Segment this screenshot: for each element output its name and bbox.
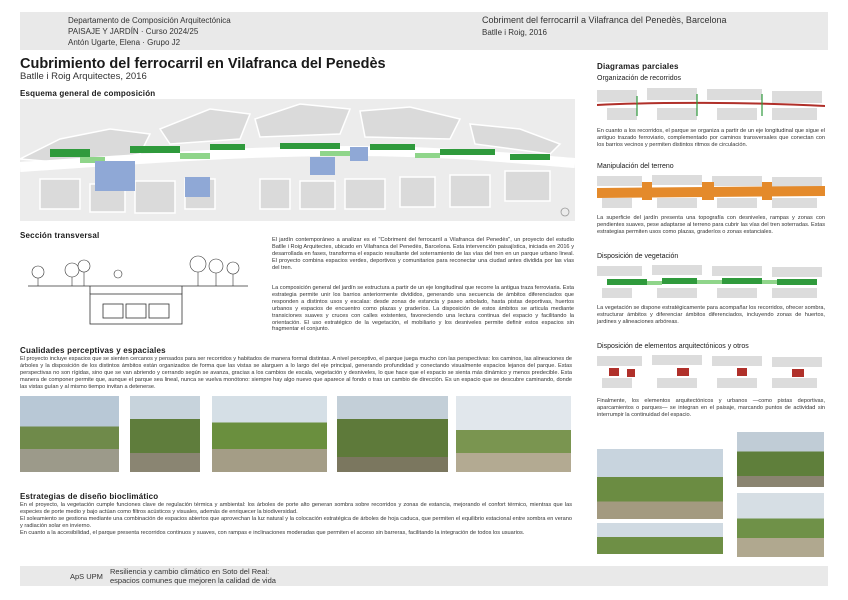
section-transversal-heading: Sección transversal [20,231,100,240]
diagram-4-text: Finalmente, los elementos arquitectónicos y urbanos —como pistas deportivas, aparcamientos o parques— se integran en el paisaje, marcando puntos de actividad sin interrumpir la continuidad del espacio. [597,398,825,418]
diagram-4-elements [597,354,825,390]
diagram-3-vegetation [597,264,825,300]
photo-3 [212,396,327,472]
diagrams-heading: Diagramas parciales [597,62,679,71]
section-qualities-heading: Cualidades perceptivas y espaciales [20,346,166,355]
general-plan [20,99,575,221]
page-subtitle: Batlle i Roig Arquitectes, 2016 [20,71,147,82]
department: Departamento de Composición Arquitectónica [68,16,231,25]
footer-org: ApS UPM [70,572,103,581]
section-general-heading: Esquema general de composición [20,89,156,98]
diagram-2-terrain [597,174,825,210]
diagram-1-title: Organización de recorridos [597,75,682,82]
qualities-paragraph: El proyecto incluye espacios que se sienten cercanos y pensados para ser recorridos y habitados de manera formal distintas. A nivel perceptivo, el parque juega mucho con las perspectivas: los caminos, las alineaciones de árboles y la disposición de los distintos ámbitos están organizados de forma que las vistas se alarguen a lo largo del eje principal, generando profundidad y conectando visualmente espacios lejanos del parque. Estas perspectivas no son rígidas, sino que se van abriendo y cerrando según se avanza, gracias a los cambios de escala, vegetación y desniveles, lo que hace que el espacio se sienta más dinámico y menos predecible. Esta manera de componer permite que, aunque el parque sea lineal, nunca se vuelva monótono: siempre hay algo nuevo que aparece al fondo o tras un cambio de dirección. Es un espacio que se descubre caminando, donde las vistas guían y al mismo tiempo invitan a detenerse. [20,356,572,390]
footer-bar [20,566,828,586]
diagram-3-title: Disposición de vegetación [597,253,679,260]
diagram-1-text: En cuanto a los recorridos, el parque se organiza a partir de un eje longitudinal que sigue el antiguo trazado ferroviario, complementado por caminos transversales que conectan con los barrios vecinos y permiten distintos ritmos de circulación. [597,128,825,148]
photo-8 [737,432,824,487]
project-subtitle: Batlle i Roig, 2016 [482,28,547,37]
authors: Antón Ugarte, Elena · Grupo J2 [68,38,181,47]
intro-paragraph-2: La composición general del jardín se estructura a partir de un eje longitudinal que recorre la antigua traza ferroviaria. Esta estrategia permite unir los barrios anteriormente divididos, generando una secuencia de ámbitos diferenciados que responden a distintos usos y escalas: desde zonas de estancia y paseo arbolado, hasta pistas deportivas, huertos urbanos y espacios de encuentro como plazas y graderíos. La disposición de estos ámbitos se articula mediante transiciones suaves y cruces con calles existentes, favoreciendo una lectura continua del espacio y facilitando la orientación. El uso estratégico de la vegetación, el mobiliario y los desniveles permite definir estos espacios sin fragmentar el conjunto. [272,285,574,333]
course: PAISAJE Y JARDÍN · Curso 2024/25 [68,27,199,36]
footer-line-1: Resiliencia y cambio climático en Soto del Real: [110,567,270,576]
photo-6 [597,449,723,519]
diagram-3-text: La vegetación se dispone estratégicamente para acompañar los recorridos, ofrecer sombra, estructurar ámbitos y diferenciar ámbitos diferenciados, incluyendo zonas de huertos, jardines y alineaciones arbóreas. [597,305,825,325]
intro-paragraph-1: El jardín contemporáneo a analizar es el "Cobriment del ferrocarril a Vilafranca del Penedès", un proyecto del estudio Batlle i Roig Arquitectes, ubicado en Vilafranca del Penedès, Barcelona. Esta intervención paisajística, iniciada en 2016 y desarrollada en fases, transforma el espacio resultante del soterramiento de las vías del tren en un parque urbano lineal. El proyecto combina espacios verdes, deportivos y comunitarios para reconectar una ciudad antes dividida por las vías del tren. [272,237,574,271]
page-title: Cubrimiento del ferrocarril en Vilafranca del Penedès [20,56,386,72]
section-bioclimatic-heading: Estrategias de diseño bioclimático [20,492,159,501]
footer-line-2: espacios comunes que mejoren la calidad de vida [110,576,276,585]
photo-4 [337,396,448,472]
bioclim-paragraph-1: En el proyecto, la vegetación cumple funciones clave de regulación térmica y ambiental: los árboles de porte alto generan sombra sobre recorridos y zonas de estancia, mejorando el confort térmico, mientras que las especies de porte medio y bajo actúan como filtros acústicos y visuales, además de enriquecer la biodiversidad. [20,502,572,515]
diagram-1-paths [597,86,825,122]
photo-9 [737,493,824,557]
project-title: Cobriment del ferrocarril a Vilafranca del Penedès, Barcelona [482,15,727,25]
bioclim-paragraph-3: En cuanto a la accesibilidad, el parque presenta recorridos continuos y suaves, con rampas e inclinaciones moderadas que permiten el acceso sin barreras, facilitando la integración de todos los usuarios. [20,530,525,536]
diagram-2-text: La superficie del jardín presenta una topografía con desniveles, rampas y zonas con pendientes suaves, pese adaptarse al terreno para cubrir las vías del tren soterradas. Estas estrategias permiten usos como plazas, graderíos o zonas estanciales. [597,215,825,235]
diagram-4-title: Disposición de elementos arquitectónicos y otros [597,343,749,350]
bioclim-paragraph-2: El soleamiento se gestiona mediante una combinación de espacios abiertos que aprovechan la luz natural y la colocación estratégica de árboles de hoja caduca, que permiten el equilibrio estacional entre sombra en verano y radiación solar en invierno. [20,516,572,529]
photo-2 [130,396,200,472]
cross-section-drawing [28,244,248,326]
diagram-2-title: Manipulación del terreno [597,163,674,170]
photo-7 [597,523,723,554]
photo-5 [456,396,571,472]
header-bar [20,12,828,50]
photo-1 [20,396,119,472]
